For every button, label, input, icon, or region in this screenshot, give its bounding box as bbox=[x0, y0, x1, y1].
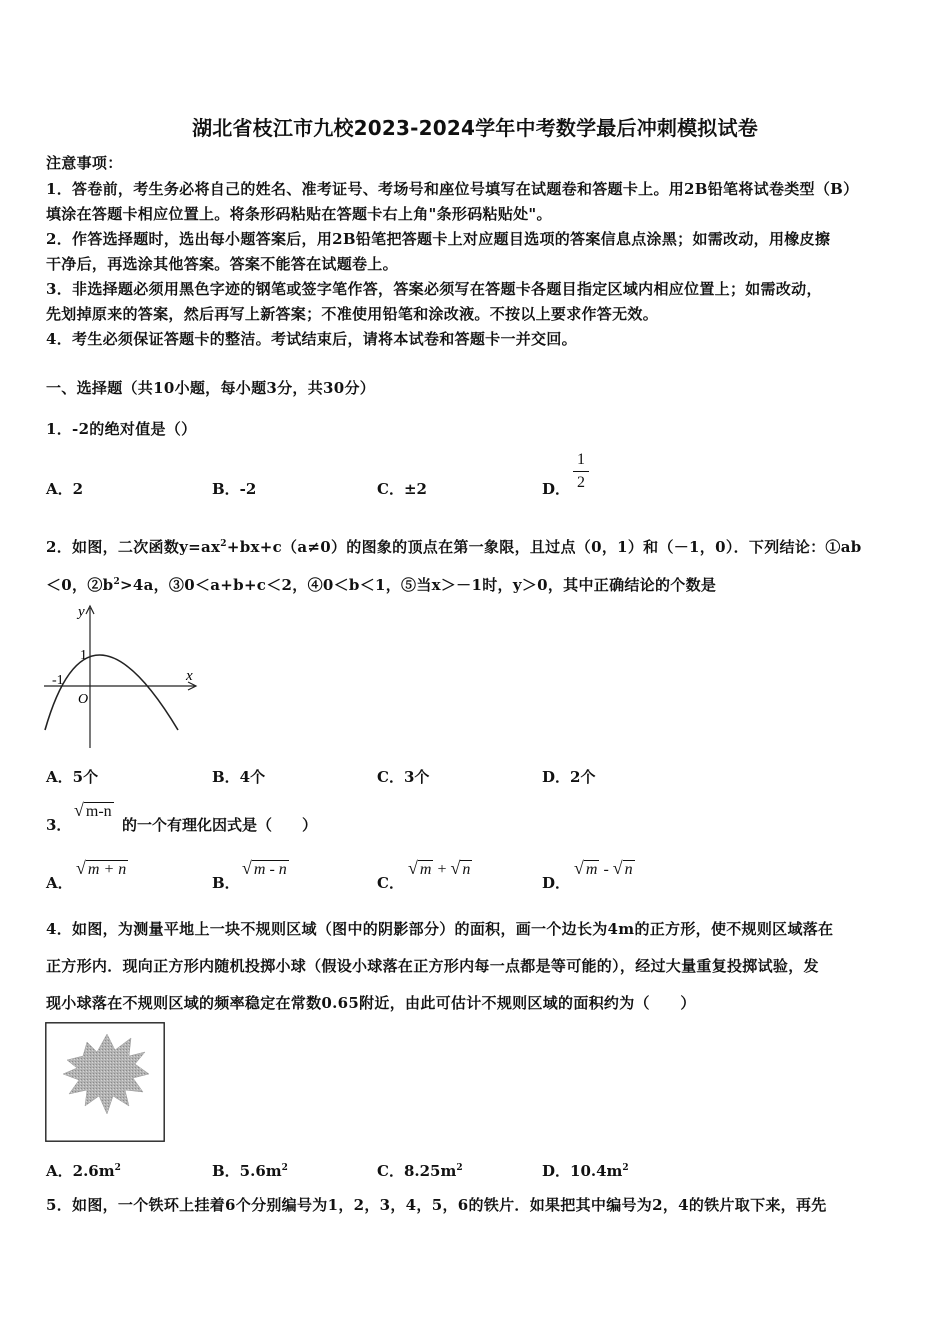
question-5-line-1: 5．如图，一个铁环上挂着6个分别编号为1，2，3，4，5，6的铁片．如果把其中编号为2，4的铁片取下来，再先 bbox=[46, 1196, 827, 1214]
sqrt-sign: √ bbox=[450, 858, 461, 878]
tick-label-neg-1: -1 bbox=[52, 673, 64, 688]
q4-option-d bbox=[542, 1160, 629, 1181]
q3-radical bbox=[74, 800, 114, 821]
radicand: n bbox=[624, 861, 633, 878]
operator: + bbox=[437, 861, 447, 878]
option-text: D．10.4m bbox=[542, 1162, 623, 1180]
tick-label-1: 1 bbox=[80, 648, 87, 663]
fraction-numerator: 1 bbox=[577, 451, 585, 468]
notice-line: 2．作答选择题时，选出每小题答案后，用2B铅笔把答题卡上对应题目选项的答案信息点涂黑；如需改动，用橡皮擦 bbox=[46, 230, 831, 248]
notice-line: 先划掉原来的答案，然后再写上新答案；不准使用铅笔和涂改液。不按以上要求作答无效。 bbox=[46, 305, 659, 323]
q4-option-c bbox=[377, 1160, 463, 1181]
sqrt-sign: √ bbox=[242, 858, 252, 878]
question-1-stem: 1．-2的绝对值是（） bbox=[46, 420, 197, 438]
notice-line: 4．考生必须保证答题卡的整洁。考试结束后，请将本试卷和答题卡一并交回。 bbox=[46, 330, 577, 348]
superscript: 2 bbox=[113, 577, 120, 587]
q4-option-b bbox=[212, 1160, 288, 1181]
q1-option-d-fraction bbox=[573, 451, 589, 492]
superscript: 2 bbox=[114, 1163, 121, 1173]
q2-text: ＜0，②b bbox=[46, 576, 114, 594]
q2-option-a: A．5个 bbox=[46, 768, 99, 786]
parabola-curve bbox=[45, 655, 178, 730]
q3-option-a: A． bbox=[46, 874, 73, 892]
section-heading: 一、选择题（共10小题，每小题3分，共30分） bbox=[46, 379, 376, 397]
question-4-line-3: 现小球落在不规则区域的频率稳定在常数0.65附近，由此可估计不规则区域的面积约为（ ） bbox=[46, 994, 696, 1012]
y-axis-label: y bbox=[78, 604, 85, 620]
option-text: A．2.6m bbox=[46, 1162, 115, 1180]
question-2-line-1 bbox=[46, 536, 862, 557]
q4-option-a bbox=[46, 1160, 121, 1181]
q1-option-d: D． bbox=[542, 480, 571, 498]
notice-line: 3．非选择题必须用黑色字迹的钢笔或签字笔作答，答案必须写在答题卡各题目指定区域内相应位置上；如需改动， bbox=[46, 280, 822, 298]
option-text: C．8.25m bbox=[377, 1162, 457, 1180]
fraction-denominator: 2 bbox=[577, 474, 585, 491]
q3-option-c-expression bbox=[408, 858, 472, 879]
radicand: n bbox=[462, 861, 471, 878]
question-4-line-2: 正方形内．现向正方形内随机投掷小球（假设小球落在正方形内每一点都是等可能的），经过大量重复投掷试验，发 bbox=[46, 957, 819, 975]
sqrt-sign: √ bbox=[74, 800, 84, 820]
notice-line: 干净后，再选涂其他答案。答案不能答在试题卷上。 bbox=[46, 255, 398, 273]
q3-option-b-radical bbox=[242, 858, 289, 879]
parabola-graph bbox=[40, 600, 205, 752]
radicand: m bbox=[419, 861, 432, 878]
radicand: m-n bbox=[85, 803, 112, 820]
option-text: B．5.6m bbox=[212, 1162, 282, 1180]
notice-heading: 注意事项： bbox=[46, 154, 123, 172]
superscript: 2 bbox=[456, 1163, 463, 1173]
radicand: m - n bbox=[253, 861, 287, 878]
origin-label: O bbox=[78, 692, 89, 707]
q3-option-b: B． bbox=[212, 874, 240, 892]
q2-option-c: C．3个 bbox=[377, 768, 430, 786]
notice-line: 1．答卷前，考生务必将自己的姓名、准考证号、考场号和座位号填写在试题卷和答题卡上。用2B铅笔将试卷类型（B） bbox=[46, 180, 859, 198]
radicand: m + n bbox=[87, 861, 127, 878]
question-4-line-1: 4．如图，为测量平地上一块不规则区域（图中的阴影部分）的面积，画一个边长为4m的正方形，使不规则区域落在 bbox=[46, 920, 834, 938]
superscript: 2 bbox=[622, 1163, 629, 1173]
sqrt-sign: √ bbox=[76, 858, 86, 878]
q1-option-a: A．2 bbox=[46, 480, 84, 498]
q3-stem: 的一个有理化因式是（ ） bbox=[122, 816, 318, 834]
x-axis-label: x bbox=[186, 668, 193, 684]
superscript: 2 bbox=[220, 539, 227, 549]
q2-text: +bx+c（a≠0）的图象的顶点在第一象限，且过点（0，1）和（－1，0）．下列结论：①ab bbox=[226, 538, 862, 556]
page-title: 湖北省枝江市九校2023-2024学年中考数学最后冲刺模拟试卷 bbox=[192, 116, 758, 140]
q3-option-c: C． bbox=[377, 874, 404, 892]
q1-option-b: B．-2 bbox=[212, 480, 257, 498]
operator: - bbox=[603, 861, 609, 878]
sqrt-sign: √ bbox=[612, 858, 623, 878]
radicand: m bbox=[585, 861, 598, 878]
superscript: 2 bbox=[281, 1163, 288, 1173]
q3-option-d: D． bbox=[542, 874, 571, 892]
question-2-line-2 bbox=[46, 574, 716, 595]
q2-option-d: D．2个 bbox=[542, 768, 596, 786]
q2-text: >4a，③0＜a+b+c＜2，④0＜b＜1，⑤当x＞－1时，y＞0，其中正确结论的个数是 bbox=[120, 576, 717, 594]
q2-option-b: B．4个 bbox=[212, 768, 266, 786]
sqrt-sign: √ bbox=[408, 858, 418, 878]
q3-number: 3． bbox=[46, 816, 72, 834]
square-region-figure bbox=[45, 1022, 166, 1143]
q3-option-a-radical bbox=[76, 858, 128, 879]
notice-line: 填涂在答题卡相应位置上。将条形码粘贴在答题卡右上角"条形码粘贴处"。 bbox=[46, 205, 552, 223]
sqrt-sign: √ bbox=[574, 858, 584, 878]
q2-text: 2．如图，二次函数y=ax bbox=[46, 538, 221, 556]
q3-option-d-expression bbox=[574, 858, 635, 879]
q1-option-c: C．±2 bbox=[377, 480, 427, 498]
